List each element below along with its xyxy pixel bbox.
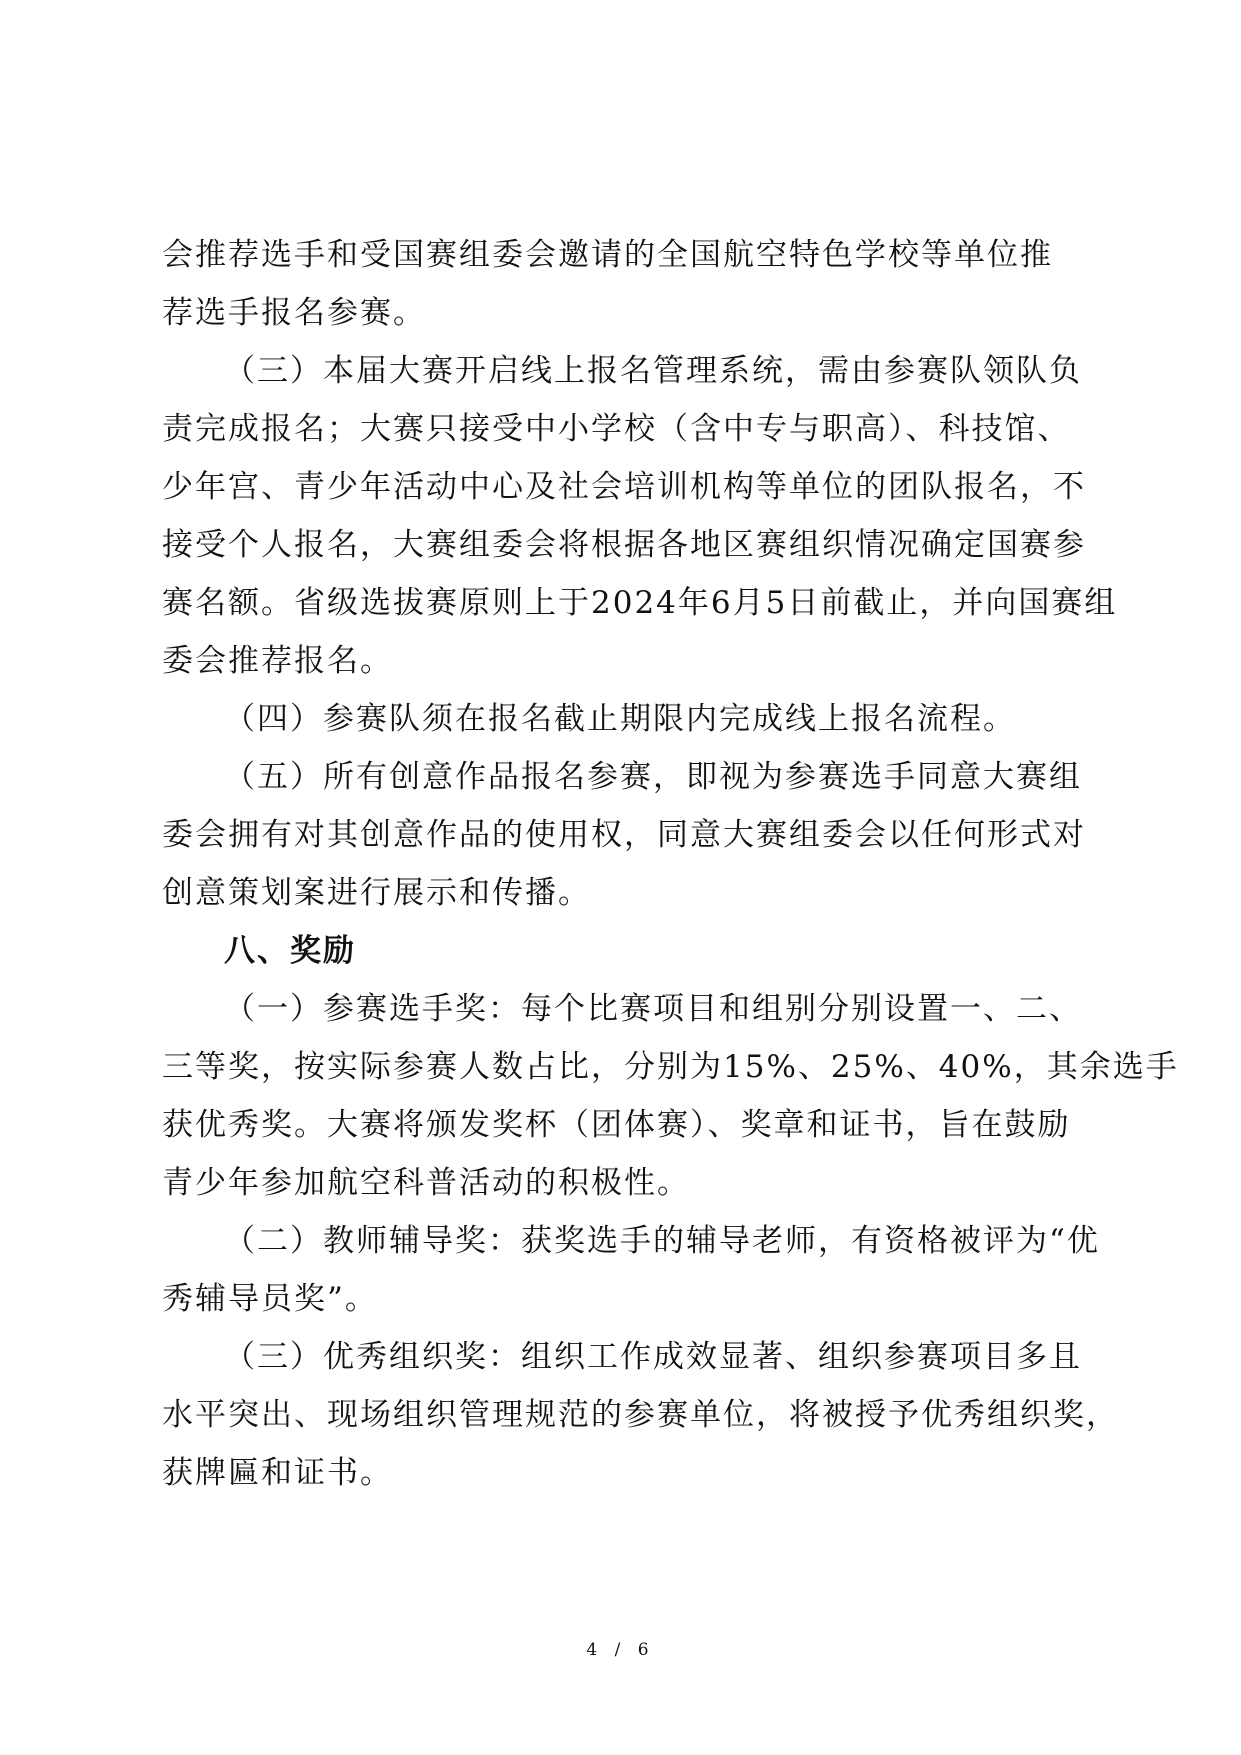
text-line: 三等奖，按实际参赛人数占比，分别为15%、25%、40%，其余选手 [162, 1049, 1179, 1085]
text-line: 荐选手报名参赛。 [162, 295, 426, 331]
text-line: 获优秀奖。大赛将颁发奖杯（团体赛）、奖章和证书，旨在鼓励 [162, 1107, 1071, 1143]
text-line: 接受个人报名，大赛组委会将根据各地区赛组织情况确定国赛参 [162, 527, 1086, 563]
text-line: 水平突出、现场组织管理规范的参赛单位，将被授予优秀组织奖， [162, 1397, 1119, 1433]
section-heading: 八、奖励 [224, 933, 356, 969]
text-line: 少年宫、青少年活动中心及社会培训机构等单位的团队报名，不 [162, 469, 1086, 505]
text-line: 责完成报名；大赛只接受中小学校（含中专与职高）、科技馆、 [162, 411, 1071, 447]
paragraph-start-line: （三）优秀组织奖：组织工作成效显著、组织参赛项目多且 [224, 1339, 1082, 1375]
paragraph-start-line: （二）教师辅导奖：获奖选手的辅导老师，有资格被评为“优 [224, 1223, 1100, 1259]
paragraph-start-line: （一）参赛选手奖：每个比赛项目和组别分别设置一、二、 [224, 991, 1082, 1027]
text-line: 委会推荐报名。 [162, 643, 393, 679]
text-line: 赛名额。省级选拔赛原则上于2024年6月5日前截止，并向国赛组 [162, 585, 1118, 621]
paragraph-start-line: （五）所有创意作品报名参赛，即视为参赛选手同意大赛组 [224, 759, 1082, 795]
text-line: 青少年参加航空科普活动的积极性。 [162, 1165, 690, 1201]
text-line: 创意策划案进行展示和传播。 [162, 875, 591, 911]
text-line: 秀辅导员奖”。 [162, 1281, 378, 1317]
paragraph-start-line: （三）本届大赛开启线上报名管理系统，需由参赛队领队负 [224, 353, 1082, 389]
text-line: 会推荐选手和受国赛组委会邀请的全国航空特色学校等单位推 [162, 237, 1053, 273]
text-line: 获牌匾和证书。 [162, 1455, 393, 1491]
text-line: 委会拥有对其创意作品的使用权，同意大赛组委会以任何形式对 [162, 817, 1086, 853]
paragraph-start-line: （四）参赛队须在报名截止期限内完成线上报名流程。 [224, 701, 1016, 737]
page-number: 4 / 6 [586, 1640, 655, 1660]
